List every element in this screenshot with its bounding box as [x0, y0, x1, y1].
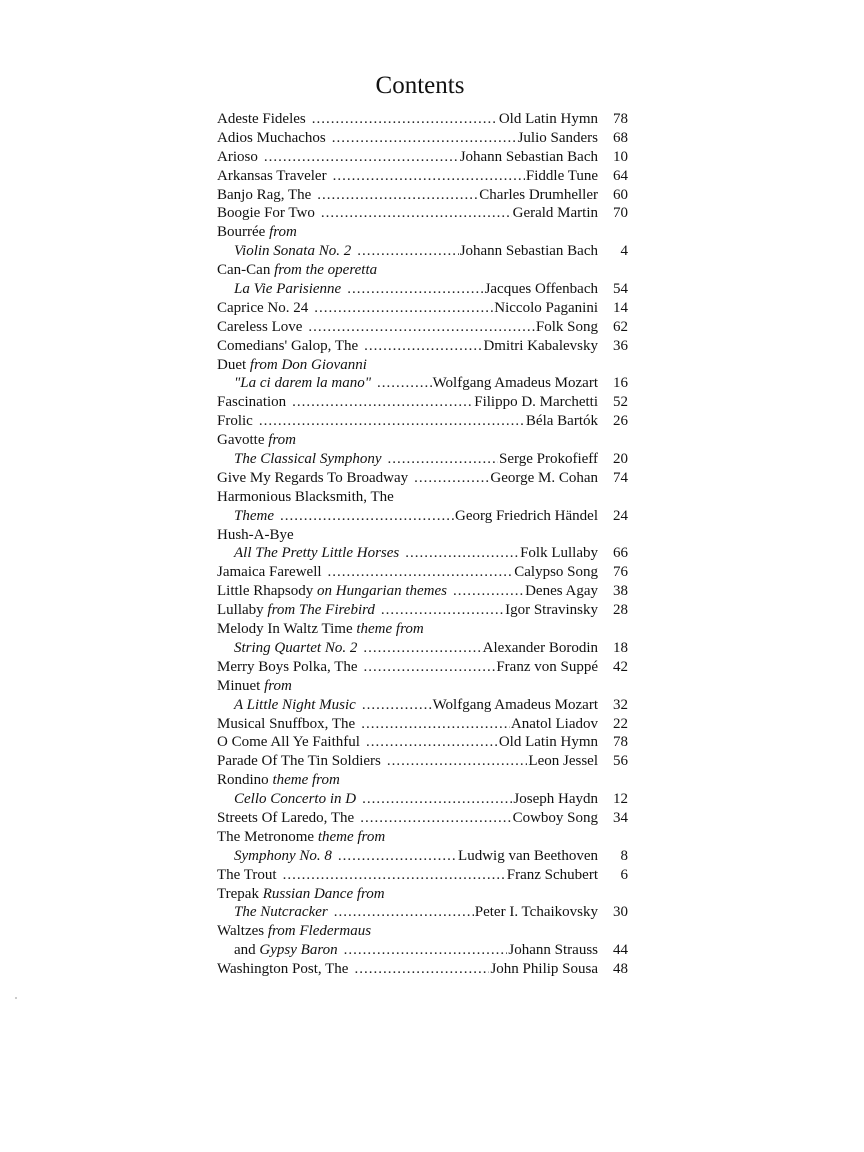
entry-page-number: 22 — [613, 715, 628, 732]
contents-entry — [217, 582, 628, 601]
entry-title — [217, 563, 322, 582]
dot-leader — [354, 960, 489, 979]
entry-title — [217, 771, 340, 790]
entry-page-number: 26 — [613, 413, 628, 430]
entry-composer: Peter I. Tchaikovsky — [474, 904, 598, 921]
entry-title — [217, 223, 297, 242]
entry-title — [217, 374, 371, 393]
entry-subtitle: String Quartet No. 2 — [234, 639, 358, 656]
entry-page-number: 14 — [613, 299, 628, 316]
dot-leader — [264, 148, 459, 167]
contents-entry — [217, 299, 628, 318]
entry-page-number: 62 — [613, 318, 628, 335]
entry-title — [217, 186, 311, 205]
contents-entry — [217, 696, 628, 715]
contents-entry — [217, 204, 628, 223]
entry-title-text: Banjo Rag, The — [217, 186, 312, 203]
entry-page-number: 78 — [613, 734, 628, 751]
entry-title-text: Musical Snuffbox, The — [217, 715, 356, 732]
entry-title-text: Harmonious Blacksmith, The — [217, 488, 394, 505]
entry-title-text: Jamaica Farewell — [217, 564, 322, 581]
entry-title — [217, 960, 348, 979]
entry-title-text: Arioso — [217, 148, 258, 165]
contents-entry — [217, 639, 628, 658]
entry-composer: Béla Bartók — [525, 413, 598, 430]
entry-page-number: 6 — [620, 866, 628, 883]
entry-page-number: 68 — [613, 129, 628, 146]
entry-subtitle: Violin Sonata No. 2 — [234, 243, 352, 260]
entry-composer: Johann Strauss — [508, 942, 598, 959]
entry-subtitle: A Little Night Music — [234, 696, 356, 713]
contents-entry — [217, 337, 628, 356]
entry-title-text: Lullaby — [217, 602, 264, 619]
entry-composer: Leon Jessel — [528, 753, 598, 770]
contents-list — [217, 110, 628, 979]
entry-page-number: 36 — [613, 337, 628, 354]
entry-composer: Georg Friedrich Händel — [454, 507, 598, 524]
entry-subtitle: The Classical Symphony — [234, 451, 382, 468]
entry-title — [217, 677, 292, 696]
page-title: Contents — [375, 72, 465, 99]
dot-leader — [333, 167, 525, 186]
entry-composer: Dmitri Kabalevsky — [483, 337, 598, 354]
contents-entry — [217, 677, 628, 696]
entry-composer: Anatol Liadov — [510, 715, 598, 732]
entry-page-number: 66 — [613, 545, 628, 562]
entry-title-text: Washington Post, The — [217, 961, 349, 978]
entry-composer: Franz von Suppé — [496, 658, 598, 675]
entry-page-number: 28 — [613, 602, 628, 619]
entry-title-text: Parade Of The Tin Soldiers — [217, 753, 381, 770]
entry-title — [217, 620, 424, 639]
entry-page-number: 20 — [613, 451, 628, 468]
entry-title — [217, 261, 377, 280]
entry-title-text: O Come All Ye Faithful — [217, 734, 360, 751]
entry-page-number: 52 — [613, 394, 628, 411]
entry-page-number: 12 — [613, 791, 628, 808]
entry-title — [217, 318, 302, 337]
entry-subtitle: Theme — [234, 507, 274, 524]
dot-leader — [347, 280, 483, 299]
dot-leader — [366, 733, 498, 752]
contents-entry — [217, 393, 628, 412]
entry-title-text: Adios Muchachos — [217, 129, 326, 146]
contents-entry — [217, 469, 628, 488]
entry-title — [217, 431, 296, 450]
contents-entry — [217, 752, 628, 771]
entry-title — [217, 922, 371, 941]
entry-composer: Niccolo Paganini — [494, 299, 598, 316]
entry-title — [217, 148, 258, 167]
contents-entry — [217, 658, 628, 677]
entry-title — [217, 299, 308, 318]
dot-leader — [363, 639, 481, 658]
contents-entry — [217, 280, 628, 299]
entry-title — [217, 752, 381, 771]
entry-title — [217, 885, 385, 904]
contents-entry — [217, 790, 628, 809]
contents-entry — [217, 242, 628, 261]
dot-leader — [453, 582, 524, 601]
entry-title — [217, 204, 315, 223]
entry-page-number: 18 — [613, 639, 628, 656]
dot-leader — [259, 412, 525, 431]
dot-leader — [405, 544, 519, 563]
entry-subtitle: La Vie Parisienne — [234, 281, 342, 298]
entry-title — [217, 526, 294, 545]
entry-composer: Alexander Borodin — [482, 639, 598, 656]
entry-subtitle: Cello Concerto in D — [234, 791, 357, 808]
contents-entry — [217, 620, 628, 639]
contents-entry — [217, 223, 628, 242]
contents-entry — [217, 601, 628, 620]
entry-title-note: on Hungarian themes — [317, 583, 447, 600]
dot-leader — [388, 450, 498, 469]
entry-title-text: Streets Of Laredo, The — [217, 809, 355, 826]
entry-title — [217, 866, 277, 885]
entry-composer: Denes Agay — [525, 583, 598, 600]
dot-leader — [414, 469, 489, 488]
entry-title — [217, 790, 356, 809]
entry-composer: Igor Stravinsky — [505, 602, 598, 619]
dot-leader — [283, 866, 506, 885]
contents-entry — [217, 356, 628, 375]
entry-title — [217, 696, 356, 715]
contents-entry — [217, 563, 628, 582]
entry-subtitle: Gypsy Baron — [259, 942, 338, 959]
entry-title-note: from Don Giovanni — [249, 356, 367, 373]
entry-title-text: Comedians' Galop, The — [217, 337, 359, 354]
dot-leader — [338, 847, 457, 866]
entry-title — [217, 167, 327, 186]
entry-title — [217, 733, 360, 752]
dot-leader — [334, 903, 474, 922]
entry-title-text: Gavotte — [217, 432, 265, 449]
contents-entry — [217, 129, 628, 148]
entry-title — [217, 242, 351, 261]
contents-entry — [217, 431, 628, 450]
entry-page-number: 32 — [613, 696, 628, 713]
dot-leader — [377, 374, 432, 393]
entry-composer: Wolfgang Amadeus Mozart — [432, 375, 598, 392]
entry-title-text: Hush-A-Bye — [217, 526, 294, 543]
entry-title — [217, 809, 354, 828]
contents-entry — [217, 809, 628, 828]
entry-composer: Jacques Offenbach — [484, 281, 598, 298]
contents-entry — [217, 148, 628, 167]
contents-entry — [217, 847, 628, 866]
dot-leader — [280, 507, 454, 526]
entry-composer: Folk Song — [535, 318, 598, 335]
entry-page-number: 70 — [613, 205, 628, 222]
dot-leader — [308, 318, 535, 337]
dot-leader — [360, 809, 511, 828]
entry-title — [217, 582, 447, 601]
entry-title — [217, 658, 358, 677]
entry-page-number: 44 — [613, 942, 628, 959]
dot-leader — [328, 563, 514, 582]
entry-subtitle-prefix: and — [234, 942, 256, 959]
entry-page-number: 64 — [613, 167, 628, 184]
entry-title — [217, 337, 358, 356]
entry-title-text: Duet — [217, 356, 247, 373]
contents-entry — [217, 318, 628, 337]
entry-title — [217, 507, 274, 526]
dot-leader — [332, 129, 517, 148]
entry-title-note: theme from — [317, 828, 386, 845]
dot-leader — [321, 204, 512, 223]
dot-leader — [387, 752, 528, 771]
entry-title — [217, 280, 341, 299]
contents-entry — [217, 507, 628, 526]
entry-title — [217, 903, 328, 922]
entry-title-text: Give My Regards To Broadway — [217, 469, 409, 486]
entry-title — [217, 715, 355, 734]
entry-page-number: 30 — [613, 904, 628, 921]
contents-entry — [217, 828, 628, 847]
entry-composer: Johann Sebastian Bach — [459, 243, 598, 260]
paper-speck — [15, 997, 17, 999]
entry-title — [217, 393, 286, 412]
contents-entry — [217, 167, 628, 186]
entry-page-number: 60 — [613, 186, 628, 203]
entry-composer: Charles Drumheller — [479, 186, 598, 203]
dot-leader — [364, 337, 482, 356]
entry-subtitle: "La ci darem la mano" — [234, 375, 372, 392]
dot-leader — [317, 186, 478, 205]
entry-title-text: Trepak — [217, 885, 259, 902]
entry-title — [217, 356, 367, 375]
entry-title — [217, 544, 399, 563]
entry-composer: Folk Lullaby — [520, 545, 598, 562]
entry-title-text: The Metronome — [217, 828, 315, 845]
entry-title-text: Merry Boys Polka, The — [217, 658, 358, 675]
entry-page-number: 8 — [620, 847, 628, 864]
dot-leader — [361, 715, 510, 734]
entry-composer: Old Latin Hymn — [498, 111, 598, 127]
contents-entry — [217, 450, 628, 469]
contents-entry — [217, 866, 628, 885]
contents-entry — [217, 941, 628, 960]
entry-title-note: from Fledermaus — [267, 923, 372, 940]
entry-title-text: Rondino — [217, 772, 269, 789]
entry-composer: Franz Schubert — [506, 866, 598, 883]
entry-title — [217, 450, 382, 469]
entry-title-text: The Trout — [217, 866, 277, 883]
entry-title — [217, 601, 375, 620]
entry-composer: Wolfgang Amadeus Mozart — [432, 696, 598, 713]
entry-composer: Gerald Martin — [512, 205, 598, 222]
entry-composer: Johann Sebastian Bach — [459, 148, 598, 165]
entry-page-number: 4 — [620, 243, 628, 260]
entry-title — [217, 847, 332, 866]
contents-entry — [217, 526, 628, 545]
entry-composer: Ludwig van Beethoven — [458, 847, 598, 864]
entry-title-note: from the operetta — [274, 262, 378, 279]
entry-title-text: Caprice No. 24 — [217, 299, 309, 316]
entry-composer: Serge Prokofieff — [498, 451, 598, 468]
entry-page-number: 16 — [613, 375, 628, 392]
entry-title-text: Careless Love — [217, 318, 303, 335]
entry-composer: Julio Sanders — [517, 129, 598, 146]
entry-composer: Cowboy Song — [512, 809, 598, 826]
entry-page-number: 76 — [613, 564, 628, 581]
contents-entry — [217, 412, 628, 431]
entry-composer: Fiddle Tune — [525, 167, 598, 184]
entry-title — [217, 412, 253, 431]
entry-title-text: Bourrée — [217, 224, 266, 241]
entry-composer: George M. Cohan — [490, 469, 598, 486]
entry-page-number: 34 — [613, 809, 628, 826]
contents-entry — [217, 715, 628, 734]
entry-page-number: 48 — [613, 961, 628, 978]
entry-title — [217, 110, 306, 129]
entry-title-text: Waltzes — [217, 923, 265, 940]
entry-title — [217, 469, 408, 488]
contents-entry — [217, 903, 628, 922]
entry-title-text: Fascination — [217, 394, 287, 411]
entry-title-note: from — [268, 432, 297, 449]
entry-title-note: theme from — [356, 621, 424, 638]
contents-entry — [217, 186, 628, 205]
entry-title — [217, 488, 394, 507]
contents-entry — [217, 771, 628, 790]
entry-page-number: 56 — [613, 753, 628, 770]
dot-leader — [344, 941, 508, 960]
contents-entry — [217, 488, 628, 507]
entry-page-number: 42 — [613, 658, 628, 675]
entry-title — [217, 828, 385, 847]
entry-title-text: Frolic — [217, 413, 253, 430]
dot-leader — [314, 299, 493, 318]
entry-composer: John Philip Sousa — [490, 961, 598, 978]
dot-leader — [364, 658, 496, 677]
entry-title — [217, 129, 326, 148]
dot-leader — [292, 393, 473, 412]
dot-leader — [312, 110, 498, 129]
entry-page-number: 24 — [613, 507, 628, 524]
entry-title-note: Russian Dance from — [262, 885, 385, 902]
entry-page-number: 78 — [613, 111, 628, 127]
dot-leader — [381, 601, 504, 620]
contents-entry — [217, 733, 628, 752]
entry-subtitle: All The Pretty Little Horses — [234, 545, 400, 562]
entry-composer: Old Latin Hymn — [498, 734, 598, 751]
contents-entry — [217, 110, 628, 129]
dot-leader — [362, 790, 512, 809]
entry-title-text: Arkansas Traveler — [217, 167, 327, 184]
dot-leader — [362, 696, 432, 715]
entry-title-note: from — [269, 224, 297, 241]
contents-entry — [217, 261, 628, 280]
entry-title-note: from The Firebird — [267, 602, 375, 619]
entry-page-number: 74 — [613, 469, 628, 486]
entry-page-number: 54 — [613, 281, 628, 298]
entry-subtitle: The Nutcracker — [234, 904, 328, 921]
contents-entry — [217, 544, 628, 563]
entry-composer: Joseph Haydn — [513, 791, 598, 808]
entry-title-text: Adeste Fideles — [217, 111, 306, 127]
entry-page-number: 38 — [613, 583, 628, 600]
entry-title-text: Minuet — [217, 677, 261, 694]
entry-composer: Calypso Song — [514, 564, 598, 581]
contents-entry — [217, 374, 628, 393]
entry-title-text: Boogie For Two — [217, 205, 315, 222]
entry-page-number: 10 — [613, 148, 628, 165]
entry-title-text: Melody In Waltz Time — [217, 621, 353, 638]
entry-composer: Filippo D. Marchetti — [474, 394, 598, 411]
entry-title-text: Can-Can — [217, 262, 271, 279]
dot-leader — [357, 242, 458, 261]
contents-entry — [217, 960, 628, 979]
entry-subtitle: Symphony No. 8 — [234, 847, 332, 864]
entry-title-note: from — [264, 677, 292, 694]
entry-title — [217, 941, 338, 960]
entry-title-note: theme from — [272, 772, 340, 789]
contents-entry — [217, 885, 628, 904]
contents-entry — [217, 922, 628, 941]
entry-title — [217, 639, 357, 658]
entry-title-text: Little Rhapsody — [217, 583, 314, 600]
